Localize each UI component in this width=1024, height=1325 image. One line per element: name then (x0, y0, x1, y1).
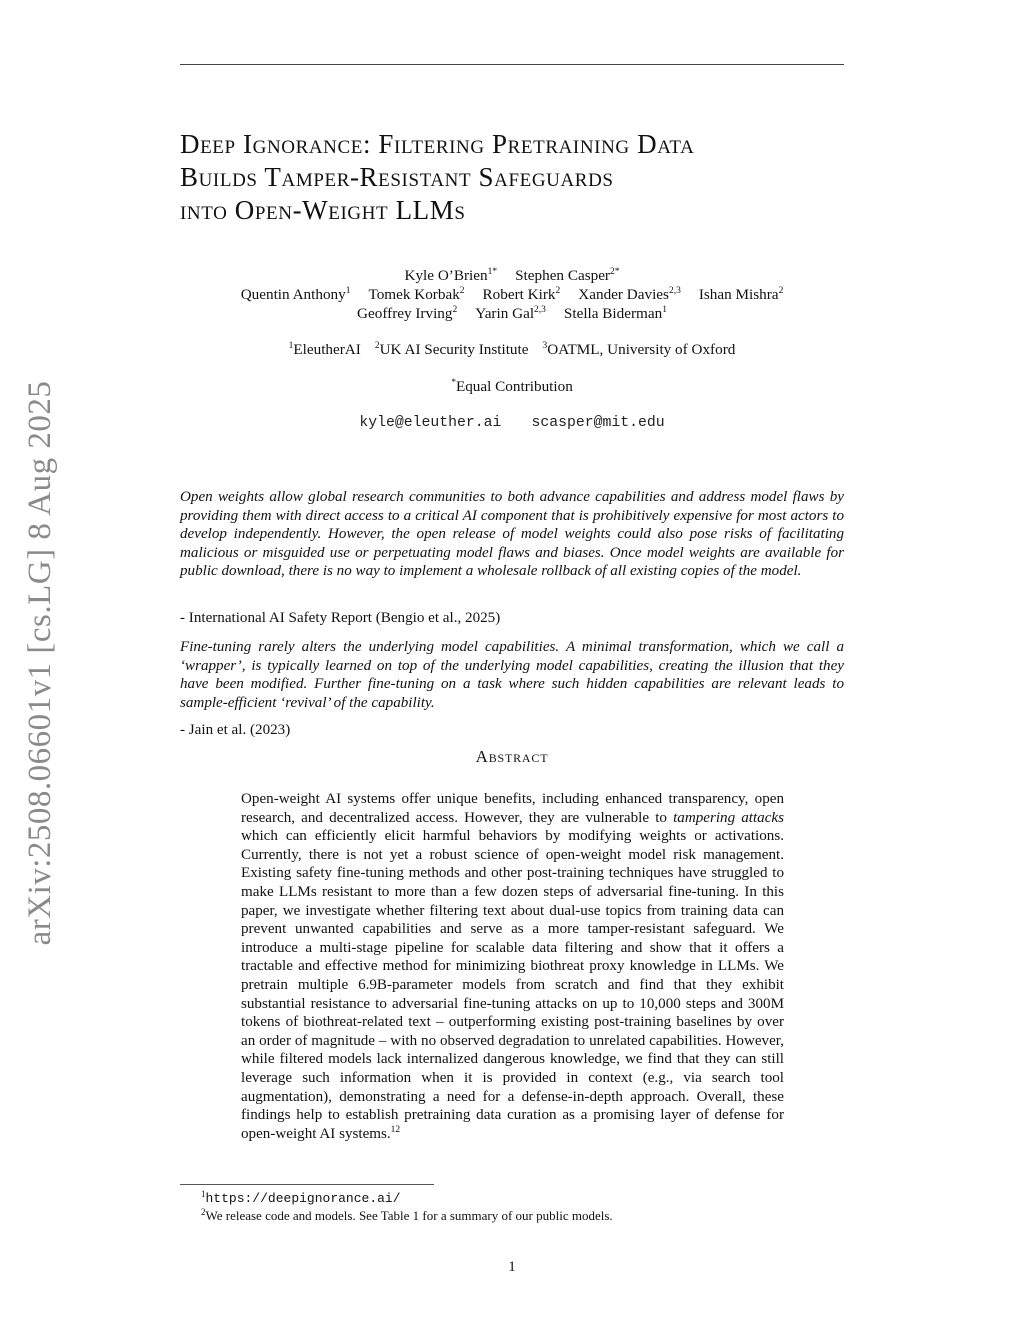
abstract-text-part-2: which can efficiently elicit harmful behaviors by modifying weights or activations. Currently, there is not yet a robust science of open-weight model risk management. Existing safety fine-tuning methods and other post-training techniques have struggled to make LLMs resistant to more than a few dozen steps of adversarial fine-tuning. In this paper, we investigate whether filtering text about dual-use topics from training data can prevent unwanted capabilities and serve as a more tamper-resistant safeguard. We introduce a multi-stage pipeline for scalable data filtering and show that it offers a tractable and effective method for minimizing biothreat proxy knowledge in LLMs. We pretrain multiple 6.9B-parameter models from scratch and find that they exhibit substantial resistance to adversarial fine-tuning attacks on up to 10,000 steps and 300M tokens of biothreat-related text – outperforming existing post-training baselines by over an order of magnitude – with no observed degradation to unrelated capabilities. However, while filtered models lack internalized dangerous knowledge, we find that they can still leverage such information when it is provided in context (e.g., via search tool augmentation), demonstrating a need for a defense-in-depth approach. Overall, these findings help to establish pretraining data curation as a promising layer of defense for open-weight AI systems. (241, 828, 784, 1142)
equal-contribution-mark: * (451, 378, 456, 388)
abstract-body (241, 790, 784, 1143)
paper-title (180, 128, 880, 227)
epigraph-attribution-2: - Jain et al. (2023) (180, 722, 291, 738)
title-line-2: Builds Tamper-Resistant Safeguards (180, 162, 614, 192)
author-name: Geoffrey Irving (357, 305, 453, 322)
author-affiliation-mark: 2 (452, 305, 458, 315)
email-link[interactable]: kyle@eleuther.ai (359, 415, 502, 431)
page-number: 1 (508, 1259, 516, 1275)
author-line-3 (180, 304, 844, 323)
footnote-mark: 1 (201, 1189, 206, 1199)
author-affiliation-mark: 1* (487, 267, 498, 277)
footnote-2 (201, 1208, 613, 1224)
arxiv-identifier-stamp: arXiv:2508.06601v1 [cs.LG] 8 Aug 2025 (22, 380, 58, 946)
author-affiliation-mark: 2* (610, 267, 620, 277)
author-affiliation-mark: 2 (555, 286, 561, 296)
author-name: Yarin Gal (475, 305, 535, 322)
equal-contribution-note (180, 377, 844, 396)
affiliation-list (180, 340, 844, 359)
email-link[interactable]: scasper@mit.edu (531, 415, 665, 431)
top-rule (180, 64, 844, 65)
contact-emails (180, 414, 844, 433)
author-name: Stella Biderman (563, 305, 663, 322)
footnote-1 (201, 1190, 401, 1207)
affiliation-mark: 1 (288, 341, 294, 351)
author-line-1 (180, 266, 844, 285)
abstract-text-part-1: Open-weight AI systems offer unique benefits, including enhanced transparency, open research, and decentralized access. However, they are vulnerable to (241, 791, 784, 826)
abstract-heading: Abstract (475, 747, 549, 766)
author-affiliation-mark: 2 (459, 286, 465, 296)
footnote-mark: 2 (201, 1207, 206, 1217)
affiliation-name: EleutherAI (293, 341, 361, 358)
author-affiliation-mark: 1 (345, 286, 351, 296)
affiliation-name: UK AI Security Institute (379, 341, 529, 358)
author-affiliation-mark: 2 (778, 286, 784, 296)
title-line-3: into Open-Weight LLMs (180, 195, 466, 225)
title-line-1: Deep Ignorance: Filtering Pretraining Data (180, 129, 695, 159)
author-name: Stephen Casper (515, 267, 610, 284)
author-affiliation-mark: 1 (662, 305, 667, 315)
abstract-footnote-marks[interactable]: 12 (390, 1124, 401, 1135)
author-name: Xander Davies (578, 286, 669, 303)
epigraph-quote-1: Open weights allow global research communities to both advance capabilities and address model flaws by providing them with direct access to a critical AI component that is prohibitively expensive for most actors to develop independently. However, the open release of model weights could also pose risks of facilitating malicious or misguided use or perpetuating model flaws and biases. Once model weights are available for public download, there is no way to implement a wholesale rollback of all existing copies of the model. (180, 489, 844, 580)
footnote-text: We release code and models. See Table 1 for a summary of our public models. (205, 1208, 613, 1223)
author-affiliation-mark: 2,3 (668, 286, 681, 296)
author-line-2 (180, 285, 844, 304)
author-name: Robert Kirk (482, 286, 556, 303)
author-name: Ishan Mishra (698, 286, 779, 303)
epigraph-attribution-1: - International AI Safety Report (Bengio et al., 2025) (180, 610, 501, 626)
footnote-rule (180, 1184, 434, 1185)
affiliation-name: OATML, University of Oxford (547, 341, 736, 358)
project-url-link[interactable]: https://deepignorance.ai/ (205, 1191, 401, 1206)
abstract-emphasis: tampering attacks (673, 809, 785, 826)
author-affiliation-mark: 2,3 (534, 305, 546, 315)
epigraph-quote-2: Fine-tuning rarely alters the underlying model capabilities. A minimal transformation, which we call a ‘wrapper’, is typically learned on top of the underlying model capabilities, creating the illusion that they have been modified. Further fine-tuning on a task where such hidden capabilities are relevant leads to sample-efficient ‘revival’ of the capability. (180, 639, 844, 711)
affiliation-mark: 3 (542, 341, 548, 351)
author-name: Quentin Anthony (240, 286, 346, 303)
affiliation-mark: 2 (374, 341, 380, 351)
equal-contribution-text: Equal Contribution (455, 378, 573, 395)
author-name: Kyle O’Brien (404, 267, 488, 284)
author-name: Tomek Korbak (368, 286, 460, 303)
author-list (180, 266, 844, 323)
